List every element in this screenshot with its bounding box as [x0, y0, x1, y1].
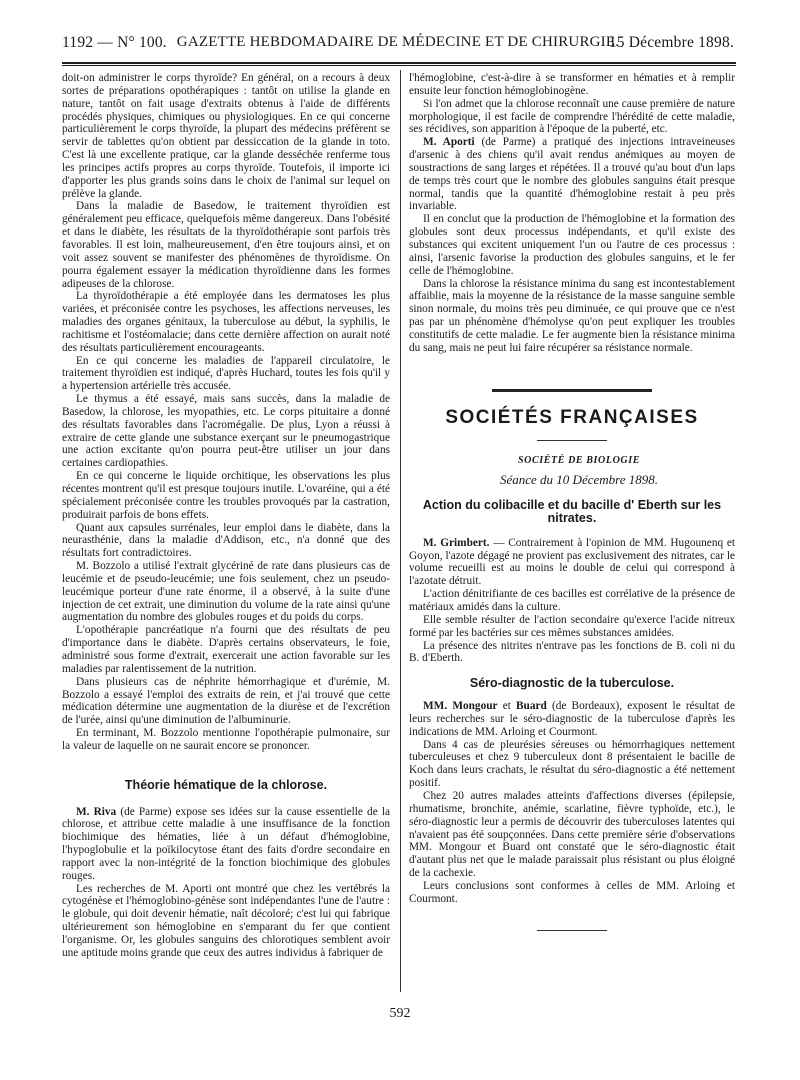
paragraph: La présence des nitrites n'entrave pas les fonctions de B. coli ni du B. d'Eberth. [409, 639, 735, 665]
paragraph: (de Parme) a pratiqué des injections intraveineuses d'arsenic à des chiens qu'il avait rendus anémiques au moyen de soustractions de sang larges et répétées. Il a trouvé qu'au bout d'un laps de temps très court que le nombre des globules sanguins était presque normal, tandis que la quantité d'hémoglobine restait à peu près invariable. [409, 136, 735, 213]
header-date: 15 Décembre 1898. [608, 34, 734, 51]
paragraph: l'hémoglobine, c'est-à-dire à se transformer en hématies et à remplir ensuite leur fonction hémoglobinogène. [409, 72, 735, 97]
header-issue: 1192 — N° 100. [62, 34, 167, 51]
left-column [62, 72, 390, 960]
paragraph: Les recherches de M. Aporti ont montré que chez les vertébrés la cytogénèse et l'hémoglobino-génèse sont indépendantes l'une de l'autre : le globule, qui doit devenir hématie, naît décoloré; c'est lui qui fabrique ultérieurement son hémoglobine en s'emparant du fer que contient l'organisme. Or, les globules sanguins des chlorotiques semblent avoir une aptitude moins grande que ceux des autres individus à fabriquer de [62, 882, 390, 959]
paragraph: L'opothérapie pancréatique n'a fourni que des résultats de peu d'importance dans le diabète. D'après certains observateurs, le foie, administré sous forme d'extrait, exercerait une action favorable sur les maladies par ralentissement de la nutrition. [62, 624, 390, 675]
author-connector: et [497, 700, 517, 713]
article-title-nitrates: Action du colibacille et du bacille d' Eberth sur les nitrates. [422, 498, 722, 525]
paragraph: (de Parme) expose ses idées sur la cause essentielle de la chlorose, et attribue cette maladie à une insuffisance de la fonction biochimique des hématies, liée à un défaut d'hémoglobine, l'hypoglobulie et la poïkilocytose étant des faits d'ordre secondaire en rapport avec la non-intégrité de la fonction biochimique des globules rouges. [62, 805, 390, 882]
paragraph: L'action dénitrifiante de ces bacilles est corrélative de la présence de matériaux amidés dans la culture. [409, 588, 735, 613]
author-buard: Buard [516, 700, 547, 713]
paragraph: Dans 4 cas de pleurésies séreuses ou hémorrhagiques nettement tuberculeuses et chez 9 tuberculeux dont 8 présentaient le bacille de Koch dans leurs crachats, le résultat du séro-diagnostic a été nettement positif. [409, 738, 735, 790]
paragraph: Chez 20 autres malades atteints d'affections diverses (épilepsie, rhumatisme, bronchite, anémie, scarlatine, fièvre typhoïde, etc.), le séro-diagnostic leur a permis de découvrir des tuberculoses latentes qui n'avaient pas été soupçonnées. Dans cette première série d'observations MM. Mongour et Buard ont constaté que le séro-diagnostic était d'autant plus net que le malade paraissait plus résistant ou plus éloigné de la cachexie. [409, 789, 735, 880]
header-rule-thin [62, 65, 736, 66]
article-title-tuberculose: Séro-diagnostic de la tuberculose. [469, 676, 675, 691]
running-header [62, 34, 734, 54]
paragraph: Elle semble résulter de l'action secondaire qu'exerce l'acide nitreux formé par les bactéries sur ces mêmes substances amidées. [409, 613, 735, 639]
societies-title: SOCIÉTÉS FRANÇAISES [445, 406, 699, 428]
author-aporti: M. Aporti [423, 136, 475, 149]
author-grimbert: M. Grimbert. [423, 536, 490, 549]
paragraph: Leurs conclusions sont conformes à celles de MM. Arloing et Courmont. [409, 879, 735, 905]
header-journal-title: GAZETTE HEBDOMADAIRE DE MÉDECINE ET DE CHIRURGIE. [176, 34, 620, 50]
paragraph: (de Bordeaux), exposent le résultat de leurs recherches sur le séro-diagnostic de la tuberculose d'après les indications de MM. Arloing et Courmont. [409, 700, 735, 738]
header-rule [62, 62, 736, 64]
paragraph: Quant aux capsules surrénales, leur emploi dans le diabète, dans la neurasthénie, dans la maladie d'Addison, etc., n'a donné que des résultats fort contradictoires. [62, 521, 390, 560]
paragraph: En ce qui concerne les maladies de l'appareil circulatoire, le traitement thyroïdien est indiqué, d'après Huchard, toutes les fois qu'il y a hypertension artérielle très accusée. [62, 354, 390, 393]
section-title-chlorose: Théorie hématique de la chlorose. [124, 777, 328, 792]
author-mongour: MM. Mongour [423, 700, 498, 713]
right-column [409, 72, 735, 931]
paragraph: doit-on administrer le corps thyroïde? En général, on a recours à deux sortes de préparations opothérapiques : tantôt on utilise la glande en nature, tantôt on fait usage d'extraits obtenus à l'aide de différents procédés physiques, chimiques ou physiologiques. En ce qui concerne particulièrement le corps thyroïde, la plupart des médecins préfèrent se servir de tablettes qu'on obtient par dessiccation de la glande in toto. C'est là une excellente pratique, car la glande desséchée renferme tous les principes actifs propres au corps thyroïde. Toutefois, il importe ici d'apporter les plus grands soins dans le choix de l'animal sur lequel on prélève la glande. [62, 72, 390, 200]
author-riva: M. Riva [76, 805, 117, 818]
end-rule [537, 930, 607, 931]
paragraph: Le thymus a été essayé, mais sans succès, dans la maladie de Basedow, la chlorose, les myopathies, etc. Le corps pituitaire a donné des résultats favorables dans l'acromégalie. De plus, Lyon a réussi à extraire de cette glande une substance exerçant sur le pneumogastrique une action excitante qu'on pourra peut-être utiliser un jour dans certaines cardiopathies. [62, 393, 390, 470]
society-name: SOCIÉTÉ DE BIOLOGIE [518, 455, 640, 467]
page-number: 592 [389, 1006, 411, 1021]
seance-date: Séance du 10 Décembre 1898. [500, 472, 658, 488]
paragraph: Dans la chlorose la résistance minima du sang est incontestablement affaiblie, mais la moyenne de la résistance de la masse sanguine semble sinon normale, du moins très peu diminuée, ce qui prouve que ce n'est pas par un phénomène d'hémolyse qu'on peut expliquer les troubles constitutifs de cette maladie. Le fer augmente bien la résistance minima du sang, mais ne peut lui faire récupérer sa résistance normale. [409, 277, 735, 354]
paragraph: M. Bozzolo a utilisé l'extrait glycériné de rate dans plusieurs cas de leucémie et de pseudo-leucémie; une fois seulement, chez un pseudo-leucémique porteur d'une rate énorme, il a observé, à la suite d'une injection de cet extrait, une diminution du volume de la rate ainsi qu'une augmentation du nombre des globules rouges et du poids du corps. [62, 560, 390, 624]
paragraph: Dans plusieurs cas de néphrite hémorrhagique et d'urémie, M. Bozzolo a essayé l'emploi des extraits de rein, et j'ai trouvé que cette médication détermine une augmentation de la diurèse et de l'excrétion de l'urée, ainsi qu'une diminution de l'albuminurie. [62, 675, 390, 727]
column-divider [400, 70, 401, 992]
paragraph: Il en conclut que la production de l'hémoglobine et la formation des globules sont deux processus indépendants, et qu'il existe des substances qui excitent uniquement l'un ou l'autre de ces processus : ainsi, l'arsenic favorise la production des globules sanguins, et le fer celle de l'hémoglobine. [409, 213, 735, 277]
paragraph: En ce qui concerne le liquide orchitique, les observations les plus récentes montrent qu'il est presque toujours inutile. L'ovaréine, qui a été spécialement préconisée contre les troubles provoqués par la castration, produirait parfois de bons effets. [62, 470, 390, 521]
paragraph: En terminant, M. Bozzolo mentionne l'opothérapie pulmonaire, sur la valeur de laquelle on ne saurait encore se prononcer. [62, 727, 390, 752]
paragraph: La thyroïdothérapie a été employée dans les dermatoses les plus variées, et préconisée contre les psychoses, les affections nerveuses, les maladies des organes génitaux, la tuberculose au début, la syphilis, le rachitisme et l'ostéomalacie; dans cette dernière affection on aurait noté des résultats particulièrement encourageants. [62, 290, 390, 354]
paragraph: Si l'on admet que la chlorose reconnaît une cause première de nature morphologique, il est facile de comprendre l'hérédité de cette maladie, ses récidives, son apparition à l'époque de la puberté, etc. [409, 97, 735, 136]
paragraph: — Contrairement à l'opinion de MM. Hugounenq et Goyon, l'azote dégagé ne provient pas exclusivement des nitrates, car le volume recueilli est au moins le double de celui qui correspond à l'azotate détruit. [409, 536, 735, 588]
paragraph: Dans la maladie de Basedow, le traitement thyroïdien est généralement peu efficace, quelquefois même dangereux. Dans l'obésité et dans le diabète, les résultats de la thyroïdothérapie sont parfois très favorables. Il est loin, malheureusement, d'en être toujours ainsi, et on voit assez souvent se manifester des phénomènes de thyroïdisme. On pourra également essayer la médication thyroïdienne dans les formes adipeuses de la chlorose. [62, 200, 390, 290]
